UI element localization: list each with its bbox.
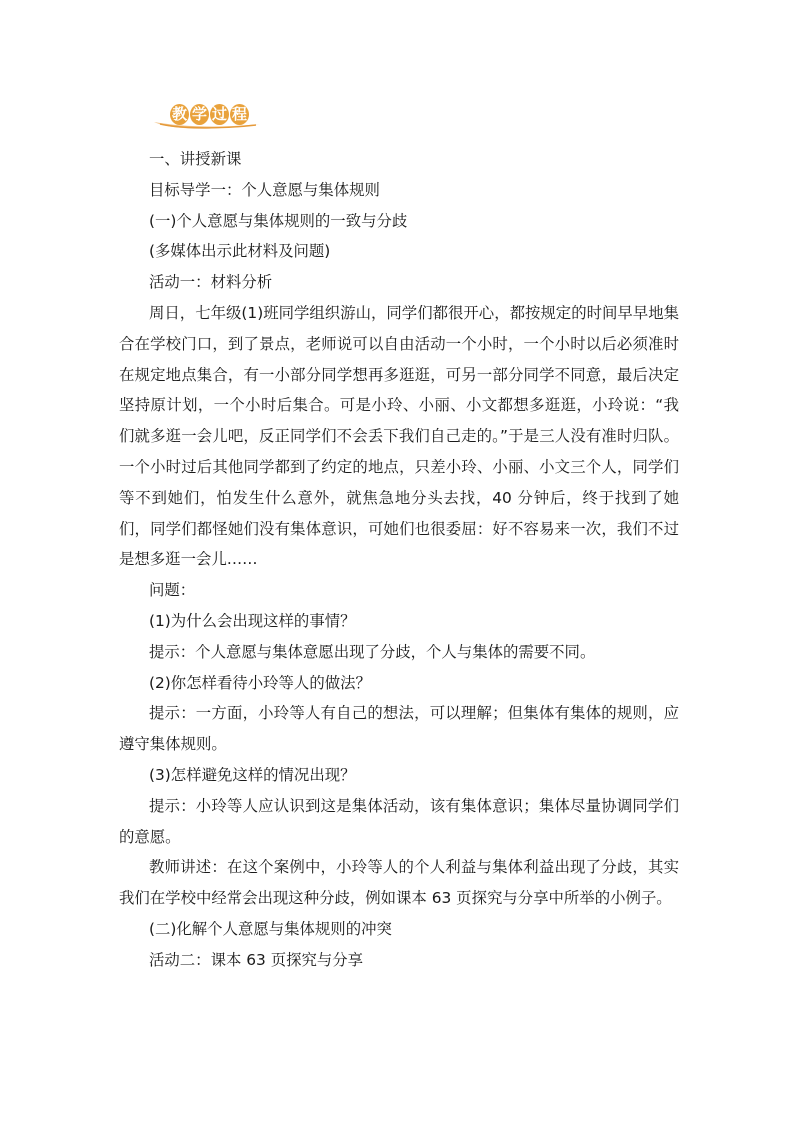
section-title: 一、讲授新课 [149,150,242,168]
question-2: (2)你怎样看待小玲等人的做法？ [149,673,371,692]
banner-char-4: 程 [231,105,247,123]
material-paragraph: 周日，七年级(1)班同学组织游山，同学们都很开心，都按规定的时间早早地集合在学校门口，到了景点，老师说可以自由活动一个小时，一个小时以后必须准时在规定地点集合，有一小部分同学想再多逛逛，可另一部分同学不同意，最后决定坚持原计划，一个小时后集合。可是小玲、小丽、小文都想多逛逛，小玲说：“我们就多逛一会儿吧，反正同学们不会丢下我们自己走的。”于是三人没有准时归队。一个小时过后其他同学都到了约定的地点，只差小玲、小丽、小文三个人，同学们等不到她们，怕发生什么意外，就焦急地分头去找，40 分钟后，终于找到了她们，同学们都怪她们没有集体意识，可她们也很委屈：好不容易来一次，我们不过是想多逛一会儿…… [119,303,679,569]
teacher-note: 教师讲述：在这个案例中，小玲等人的个人利益与集体利益出现了分歧，其实我们在学校中经常会出现这种分歧，例如课本 63 页探究与分享中所举的小例子。 [119,858,679,908]
answer-3: 提示：小玲等人应认识到这是集体活动，该有集体意识；集体尽量协调同学们的意愿。 [119,796,679,846]
questions-label: 问题： [149,581,196,600]
subsection-title-1: (一)个人意愿与集体规则的一致与分歧 [149,211,408,230]
media-note: (多媒体出示此材料及问题) [149,242,331,261]
subsection-title-2: (二)化解个人意愿与集体规则的冲突 [149,919,392,938]
banner-char-2: 学 [191,105,207,123]
activity-title-2: 活动二：课本 63 页探究与分享 [149,950,364,969]
banner-char-1: 教 [171,105,187,123]
goal-heading: 目标导学一：个人意愿与集体规则 [149,180,380,199]
section-banner [152,100,262,132]
question-1: (1)为什么会出现这样的事情？ [149,611,356,630]
question-3: (3)怎样避免这样的情况出现？ [149,765,356,784]
lesson-content [119,144,679,976]
answer-2: 提示：一方面，小玲等人有自己的想法，可以理解；但集体有集体的规则，应遵守集体规则。 [119,704,679,754]
banner-char-3: 过 [211,105,227,123]
answer-1: 提示：个人意愿与集体意愿出现了分歧，个人与集体的需要不同。 [149,642,596,661]
activity-title-1: 活动一：材料分析 [149,273,273,292]
banner-title [170,104,250,125]
